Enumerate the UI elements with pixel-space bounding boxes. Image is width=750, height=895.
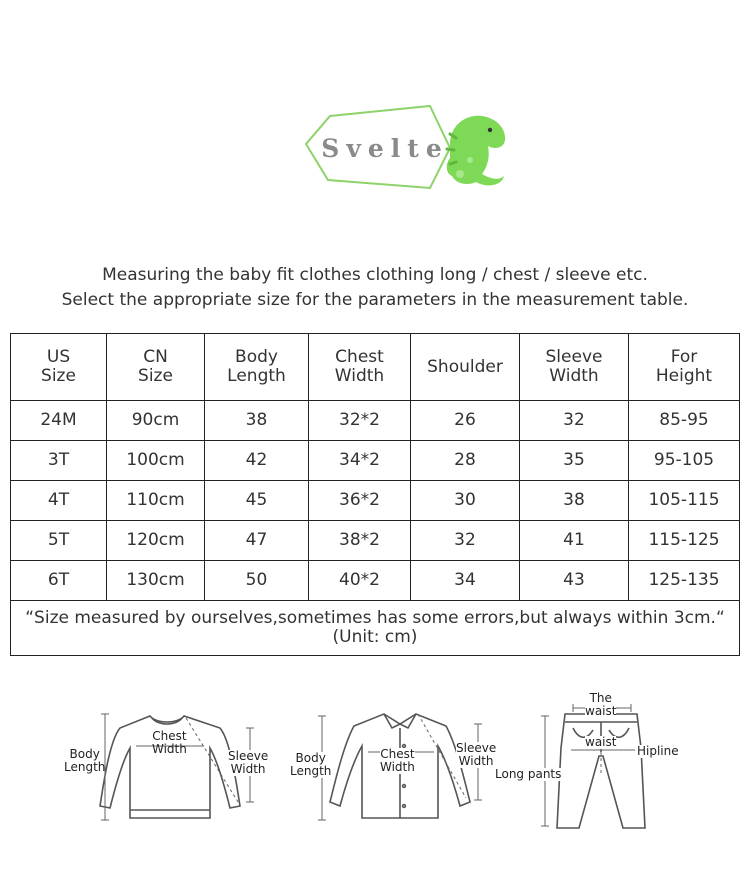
table-row xyxy=(11,521,740,561)
cell-cn-size: 90cm xyxy=(107,401,205,441)
cell-body-length: 50 xyxy=(205,561,309,601)
sweater-sleeve-width-label: Sleeve Width xyxy=(228,749,269,776)
cell-for-height: 105-115 xyxy=(629,481,740,521)
pants-diagram xyxy=(495,690,690,840)
size-table xyxy=(10,333,740,656)
header-for-height: For Height xyxy=(629,334,740,401)
cell-sleeve-width: 35 xyxy=(520,441,629,481)
table-row xyxy=(11,481,740,521)
header-us-size: US Size xyxy=(11,334,107,401)
cell-us-size: 4T xyxy=(11,481,107,521)
brand-logo xyxy=(300,104,510,194)
cell-body-length: 42 xyxy=(205,441,309,481)
shirt-diagram xyxy=(288,690,503,825)
cell-sleeve-width: 41 xyxy=(520,521,629,561)
cell-cn-size: 120cm xyxy=(107,521,205,561)
cell-shoulder: 28 xyxy=(411,441,520,481)
cell-for-height: 115-125 xyxy=(629,521,740,561)
intro-line-2: Select the appropriate size for the parameters in the measurement table. xyxy=(61,290,689,310)
cell-shoulder: 26 xyxy=(411,401,520,441)
pants-hipline-label: Hipline xyxy=(637,744,679,758)
pants-long-pants-label: Long pants xyxy=(495,767,562,781)
cell-body-length: 47 xyxy=(205,521,309,561)
header-cn-size: CN Size xyxy=(107,334,205,401)
cell-shoulder: 30 xyxy=(411,481,520,521)
brand-name: Svelte xyxy=(321,134,449,163)
cell-cn-size: 130cm xyxy=(107,561,205,601)
sweater-diagram xyxy=(60,690,280,825)
cell-cn-size: 110cm xyxy=(107,481,205,521)
cell-shoulder: 32 xyxy=(411,521,520,561)
table-note-row xyxy=(11,601,740,656)
table-row xyxy=(11,441,740,481)
shirt-sleeve-width-label: Sleeve Width xyxy=(456,741,497,768)
shirt-chest-width-label: Chest Width xyxy=(380,747,415,774)
cell-us-size: 3T xyxy=(11,441,107,481)
header-sleeve-width: Sleeve Width xyxy=(520,334,629,401)
cell-us-size: 24M xyxy=(11,401,107,441)
pants-the-waist-label: The waist xyxy=(585,691,617,718)
cell-us-size: 6T xyxy=(11,561,107,601)
cell-chest-width: 34*2 xyxy=(309,441,411,481)
cell-chest-width: 32*2 xyxy=(309,401,411,441)
cell-cn-size: 100cm xyxy=(107,441,205,481)
cell-body-length: 45 xyxy=(205,481,309,521)
shirt-body-length-label: Body Length xyxy=(290,751,332,778)
cell-for-height: 125-135 xyxy=(629,561,740,601)
sweater-body-length-label: Body Length xyxy=(64,747,106,774)
cell-sleeve-width: 32 xyxy=(520,401,629,441)
cell-chest-width: 36*2 xyxy=(309,481,411,521)
dinosaur-icon xyxy=(447,116,505,186)
cell-chest-width: 40*2 xyxy=(309,561,411,601)
measurement-note: “Size measured by ourselves,sometimes has some errors,but always within 3cm.“ (Unit: cm) xyxy=(11,601,740,656)
pants-waist-label: waist xyxy=(585,735,617,749)
intro-line-1: Measuring the baby fit clothes clothing long / chest / sleeve etc. xyxy=(102,265,648,285)
table-header-row xyxy=(11,334,740,401)
header-shoulder: Shoulder xyxy=(411,334,520,401)
sweater-chest-width-label: Chest Width xyxy=(152,729,187,756)
cell-chest-width: 38*2 xyxy=(309,521,411,561)
cell-body-length: 38 xyxy=(205,401,309,441)
header-chest-width: Chest Width xyxy=(309,334,411,401)
cell-for-height: 85-95 xyxy=(629,401,740,441)
table-row xyxy=(11,561,740,601)
cell-sleeve-width: 38 xyxy=(520,481,629,521)
cell-shoulder: 34 xyxy=(411,561,520,601)
header-body-length: Body Length xyxy=(205,334,309,401)
table-row xyxy=(11,401,740,441)
cell-us-size: 5T xyxy=(11,521,107,561)
cell-for-height: 95-105 xyxy=(629,441,740,481)
cell-sleeve-width: 43 xyxy=(520,561,629,601)
